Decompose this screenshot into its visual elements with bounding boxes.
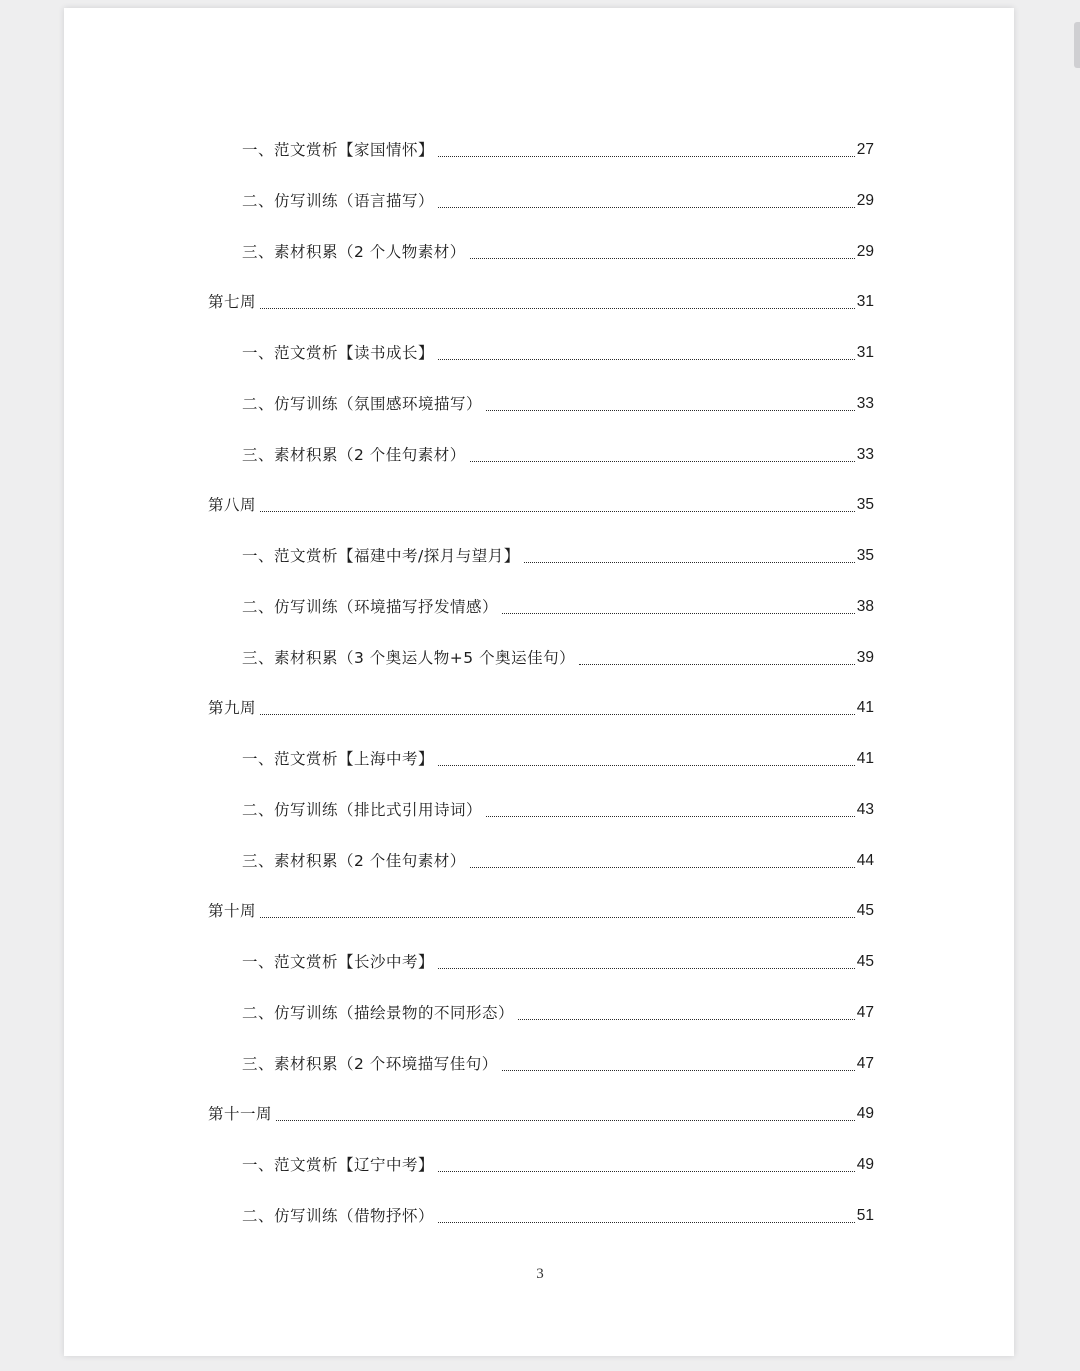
toc-entry-page: 27: [856, 141, 874, 158]
toc-entry-title: 三、素材积累（2 个环境描写佳句）: [242, 1055, 498, 1073]
toc-entry-page: 38: [856, 598, 874, 615]
toc-chapter[interactable]: [208, 694, 874, 722]
toc-entry-title: 三、素材积累（2 个佳句素材）: [242, 852, 466, 870]
toc-entry-page: 41: [856, 750, 874, 767]
toc-entry[interactable]: [208, 339, 874, 367]
toc-entry-page: 43: [856, 801, 874, 818]
dot-leader: [438, 1171, 855, 1172]
toc-entry-page: 49: [856, 1156, 874, 1173]
toc-entry-title: 三、素材积累（3 个奥运人物+5 个奥运佳句）: [242, 649, 576, 667]
dot-leader: [524, 562, 855, 563]
toc-chapter[interactable]: [208, 491, 874, 519]
toc-entry-page: 31: [856, 293, 874, 310]
toc-entry-title: 一、范文赏析【长沙中考】: [242, 953, 435, 971]
toc-entry-page: 39: [856, 649, 874, 666]
toc-entry-title: 一、范文赏析【福建中考/探月与望月】: [242, 547, 520, 565]
toc-entry-title: 二、仿写训练（描绘景物的不同形态）: [242, 1004, 515, 1022]
dot-leader: [438, 359, 855, 360]
toc-entry-page: 47: [856, 1004, 874, 1021]
toc-entry[interactable]: [208, 238, 874, 266]
dot-leader: [486, 410, 855, 411]
toc-entry-page: 51: [856, 1207, 874, 1224]
toc-entry-title: 二、仿写训练（语言描写）: [242, 192, 435, 210]
dot-leader: [438, 207, 855, 208]
dot-leader: [502, 1070, 855, 1071]
toc-chapter-title: 第十一周: [208, 1105, 273, 1123]
toc-chapter[interactable]: [208, 897, 874, 925]
toc-entry-title: 三、素材积累（2 个人物素材）: [242, 243, 466, 261]
toc-entry-page: 47: [856, 1055, 874, 1072]
toc-chapter[interactable]: [208, 1100, 874, 1128]
toc-entry-page: 33: [856, 446, 874, 463]
toc-entry-title: 二、仿写训练（环境描写抒发情感）: [242, 598, 499, 616]
dot-leader: [438, 156, 855, 157]
dot-leader: [260, 308, 855, 309]
dot-leader: [470, 258, 855, 259]
toc-chapter-title: 第九周: [208, 699, 257, 717]
toc-entry[interactable]: [208, 1202, 874, 1230]
toc-entry-title: 一、范文赏析【辽宁中考】: [242, 1156, 435, 1174]
dot-leader: [486, 816, 855, 817]
toc-entry[interactable]: [208, 390, 874, 418]
toc-entry-title: 二、仿写训练（排比式引用诗词）: [242, 801, 483, 819]
toc-entry-page: 29: [856, 243, 874, 260]
toc-entry-title: 三、素材积累（2 个佳句素材）: [242, 446, 466, 464]
dot-leader: [470, 461, 855, 462]
toc-chapter-title: 第八周: [208, 496, 257, 514]
dot-leader: [502, 613, 855, 614]
toc-entry[interactable]: [208, 593, 874, 621]
toc-entry[interactable]: [208, 948, 874, 976]
toc-entry-title: 二、仿写训练（氛围感环境描写）: [242, 395, 483, 413]
toc-entry-page: 49: [856, 1105, 874, 1122]
toc-entry[interactable]: [208, 1050, 874, 1078]
toc-entry[interactable]: [208, 542, 874, 570]
dot-leader: [438, 968, 855, 969]
dot-leader: [518, 1019, 855, 1020]
toc-entry[interactable]: [208, 187, 874, 215]
dot-leader: [260, 917, 855, 918]
toc-entry[interactable]: [208, 136, 874, 164]
toc-chapter[interactable]: [208, 288, 874, 316]
toc-entry-page: 41: [856, 699, 874, 716]
toc-chapter-title: 第七周: [208, 293, 257, 311]
dot-leader: [470, 867, 855, 868]
toc-entry-title: 一、范文赏析【上海中考】: [242, 750, 435, 768]
toc-entry[interactable]: [208, 441, 874, 469]
dot-leader: [438, 1222, 855, 1223]
toc-entry-page: 35: [856, 547, 874, 564]
dot-leader: [260, 511, 855, 512]
toc-entry-page: 45: [856, 953, 874, 970]
dot-leader: [438, 765, 855, 766]
toc-entry[interactable]: [208, 999, 874, 1027]
toc-entry[interactable]: [208, 644, 874, 672]
toc-entry-page: 44: [856, 852, 874, 869]
toc-entry-page: 31: [856, 344, 874, 361]
toc-entry[interactable]: [208, 1151, 874, 1179]
dot-leader: [276, 1120, 855, 1121]
toc-entry-title: 一、范文赏析【读书成长】: [242, 344, 435, 362]
dot-leader: [260, 714, 855, 715]
toc-entry[interactable]: [208, 745, 874, 773]
toc-entry[interactable]: [208, 796, 874, 824]
toc-entry-page: 45: [856, 902, 874, 919]
toc-entry-title: 二、仿写训练（借物抒怀）: [242, 1207, 435, 1225]
toc-entry-page: 29: [856, 192, 874, 209]
toc-entry-page: 33: [856, 395, 874, 412]
page-number: 3: [536, 1266, 544, 1282]
dot-leader: [579, 664, 855, 665]
toc-chapter-title: 第十周: [208, 902, 257, 920]
toc-entry[interactable]: [208, 847, 874, 875]
toc-entry-title: 一、范文赏析【家国情怀】: [242, 141, 435, 159]
adjacent-page-edge: [1074, 22, 1080, 68]
toc-entry-page: 35: [856, 496, 874, 513]
